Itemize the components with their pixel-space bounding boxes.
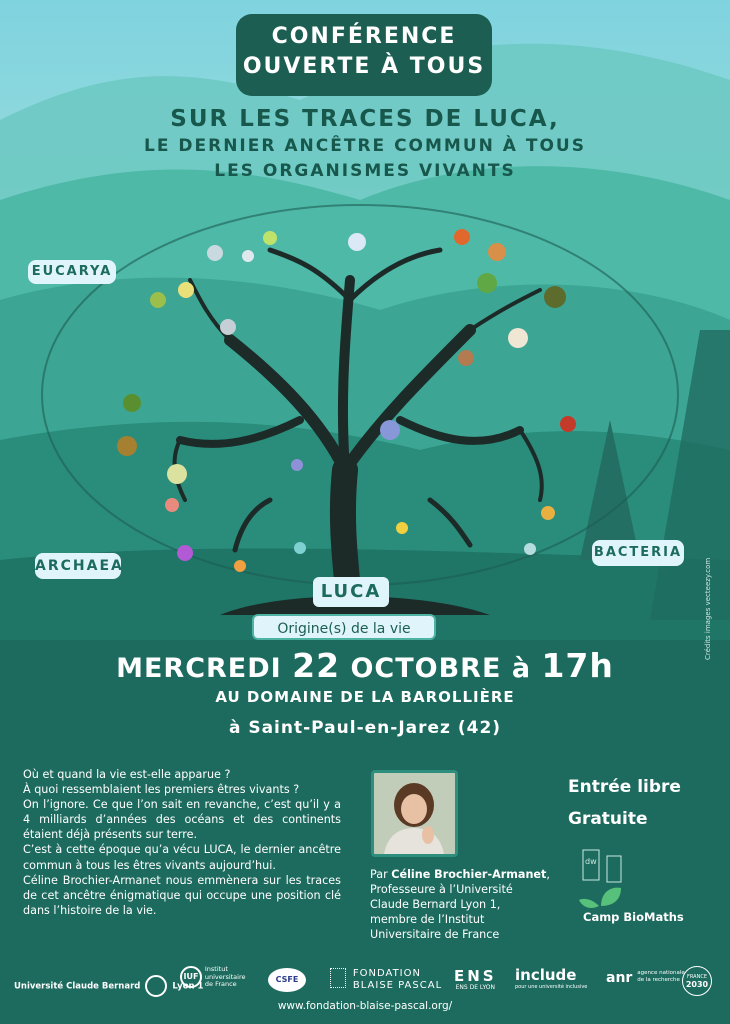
include-logo [515,967,587,990]
event-day: MERCREDI [116,653,282,684]
csfe-logo: CSFE [268,968,306,992]
event-a: à [511,653,532,684]
speaker-line-2: Claude Bernard Lyon 1, [370,898,501,911]
description-p3: On l’ignore. Ce que l’on sait en revanche, c’est qu’il y a 4 milliards d’années des océans et des continents étaient déjà présents sur terre. [23,798,341,842]
event-time: 17h [541,646,614,685]
footer-logos [0,958,730,1024]
speaker-line-1: Professeure à l’Université [370,883,513,896]
speaker-name: Céline Brochier-Armanet [391,868,547,881]
fondation-blaise-pascal-logo [330,968,442,992]
france2030-a: FRANCE [687,974,707,980]
speaker-line-3: membre de l’Institut [370,913,485,926]
event-venue: AU DOMAINE DE LA BAROLLIÈRE [215,688,515,706]
speaker-by: Par [370,868,388,881]
event-month: OCTOBRE [350,653,502,684]
fbp-grid-icon [330,968,346,988]
entry-line-1: Entrée libre [568,777,681,797]
label-origine: Origine(s) de la vie [252,614,436,640]
ucbl-text: Université Claude Bernard [14,981,141,992]
camp-label-bio: Camp Bio [583,910,645,924]
include-sub: pour une université inclusive [515,984,588,990]
event-subtitle [110,104,620,184]
label-archaea: ARCHAEA [35,553,121,579]
anr-mark: anr [606,970,633,986]
fbp-line-a: FONDATION [352,968,421,979]
ens-mark: ENS [454,967,497,985]
ens-lyon-logo [454,968,497,991]
speaker-photo [371,770,458,857]
image-credits: Crédits images vecteezy.com [704,557,712,660]
badge-line-2: OUVERTE À TOUS [242,54,486,79]
svg-text:dw: dw [585,857,597,866]
france-2030-logo [682,966,712,996]
description-p5: Céline Brochier-Armanet nous emmènera sur les traces de cet ancêtre énigmatique qui occupe une position clé dans l’histoire de la vie. [23,873,341,917]
ens-sub: ENS DE LYON [455,984,496,991]
iuf-mark: IUF [180,966,202,988]
description-p2: À quoi ressemblaient les premiers êtres vivants ? [23,783,300,797]
entry-info [568,771,708,835]
include-mark: include [515,966,577,984]
anr-logo [606,970,685,986]
subtitle-line-3: LES ORGANISMES VIVANTS [214,161,516,181]
event-date [0,646,730,685]
label-eucarya: EUCARYA [28,260,116,284]
description-p4: C’est à cette époque qu’a vécu LUCA, le dernier ancêtre commun à tous les êtres vivants aujourd’hui. [23,843,341,872]
event-town: à Saint-Paul-en-Jarez (42) [228,718,502,738]
anr-line-a: agence nationale [637,970,685,976]
footer-url[interactable]: www.fondation-blaise-pascal.org/ [277,1000,453,1012]
france2030-b: 2030 [685,980,709,989]
iuf-line-b: universitaire [204,972,246,981]
anr-line-b: de la recherche [637,976,680,983]
camp-biomaths-label [583,910,703,924]
badge-line-1: CONFÉRENCE [271,24,457,49]
iuf-logo [180,966,246,989]
ucbl-text-b: Lyon 1 [172,981,204,992]
entry-line-2: Gratuite [568,809,648,829]
iuf-line-c: de France [204,980,237,988]
iuf-line-a: Institut [204,965,228,973]
description-p1: Où et quand la vie est-elle apparue ? [23,768,231,781]
fbp-line-b: BLAISE PASCAL [352,980,443,991]
speaker-line-4: Universitaire de France [370,928,500,941]
label-bacteria: BACTERIA [592,540,684,566]
event-date-number: 22 [292,646,341,685]
subtitle-line-1: SUR LES TRACES DE LUCA, [170,106,560,132]
camp-label-maths: Maths [644,910,684,924]
speaker-caption: Par Céline Brochier-Armanet, Professeure à l’Université Claude Bernard Lyon 1, membre de l’Institut Universitaire de France [370,868,550,941]
conference-badge [236,14,492,96]
ucbl-circle-icon [145,975,167,997]
ucbl-logo [14,975,203,997]
label-luca: LUCA [313,577,389,607]
subtitle-line-2: LE DERNIER ANCÊTRE COMMUN À TOUS [144,136,586,156]
event-description [23,767,341,918]
